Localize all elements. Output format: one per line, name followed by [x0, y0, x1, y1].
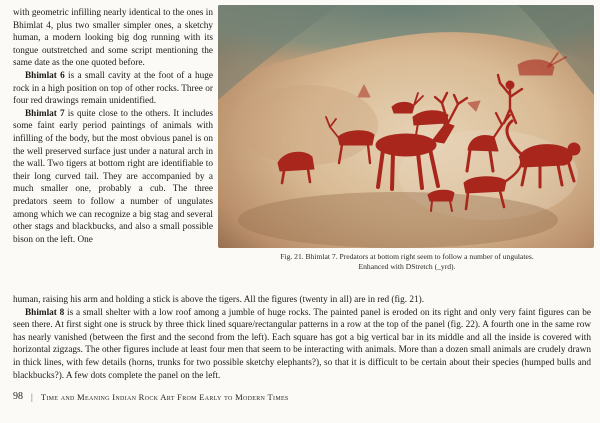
- heading-bhimlat-8: Bhimlat 8: [25, 307, 65, 318]
- rock-art-photo: [218, 5, 594, 248]
- book-title: Time and Meaning Indian Rock Art From Early to Modern Times: [40, 391, 289, 402]
- paragraph-bhimlat-8: [13, 307, 591, 383]
- heading-bhimlat-6: Bhimlat 6: [25, 70, 65, 81]
- left-text-column: [13, 7, 213, 246]
- caption-line-2: Enhanced with DStretch (_yrd).: [358, 261, 456, 271]
- paragraph-bhimlat-6: [13, 70, 213, 108]
- full-width-text: [13, 294, 591, 382]
- paragraph-bhimlat-7: [13, 108, 213, 247]
- footer-separator: |: [31, 391, 33, 402]
- paragraph-bhimlat-5-cont: with geometric infilling nearly identical to the ones in Bhimlat 4, plus two smaller simpler ones, a sketchy human, a modern looking big dog running with its tongue outstretched and some script mentioning the same date as the one quoted before.: [13, 8, 213, 69]
- page-number: 98: [13, 391, 23, 402]
- paragraph-text: is quite close to the others. It includes some faint early period paintings of animals with infilling of the body, but the most obvious panel is on the well preserved surface just under a natural arch in the wall. Two tigers at bottom right are identifiable to their long curved tail. They are accompanied by a much smaller one, probably a cub. The three predators seem to follow a number of ungulates among which we can recognize a big stag and several other stags and blackbucks, and also a small possible bison on the left. One: [13, 108, 214, 245]
- page-footer: [13, 391, 591, 402]
- paragraph-bhimlat-7-cont: human, raising his arm and holding a stick is above the tigers. All the figures (twenty in all) are in red (fig. 21).: [13, 295, 425, 305]
- figure-caption: [226, 252, 588, 272]
- paragraph-text: is a small shelter with a low roof among a jumble of huge rocks. The painted panel is eroded on its right and only very faint figures can be seen there. At first sight one is struck by three thick lined square/rectangular patterns in a row at the top of the panel (fig. 22). A fourth one in the same row has nearly vanished (between the first and the second from the left). Each square has got a big vertical bar in its middle and all the inside is covered with horizontal zigzags. The other figures include at least four men that seem to be interacting with animals. More than a dozen small animals are crudely drawn in thick lines, with few details (horns, trunks for two possible sketchy elephants?), so that it is difficult to be certain about their species (humped bulls and blackbucks?). A few dots complete the panel on the left.: [13, 307, 591, 381]
- heading-bhimlat-7: Bhimlat 7: [25, 108, 65, 119]
- caption-line-1: Fig. 21. Bhimlat 7. Predators at bottom right seem to follow a number of ungulates.: [280, 252, 534, 261]
- paragraph-text: is a small cavity at the foot of a huge rock in a high position on top of other rocks. Three or four red drawings remain unidentified.: [13, 70, 213, 107]
